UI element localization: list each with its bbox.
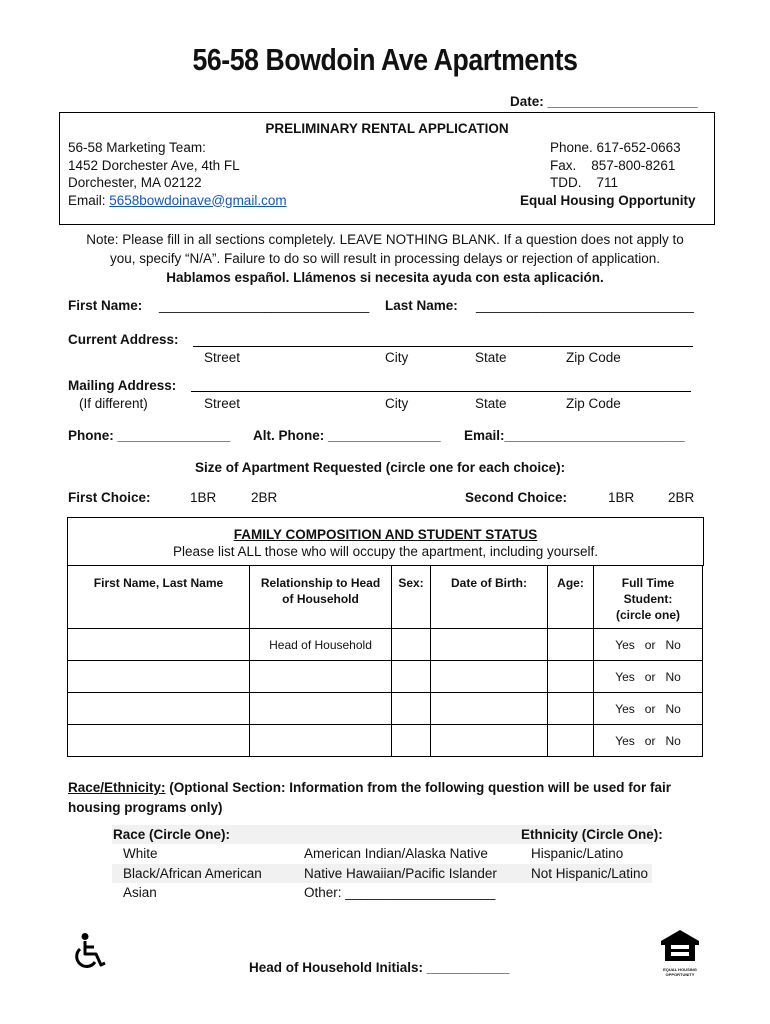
dob-cell[interactable] (431, 693, 548, 725)
if-different-label: (If different) (79, 396, 148, 411)
first-choice-2br[interactable]: 2BR (251, 490, 278, 505)
age-cell[interactable] (548, 725, 594, 757)
race-option-asian[interactable]: Asian (123, 885, 157, 900)
table-row (68, 725, 703, 757)
sex-cell[interactable] (392, 725, 431, 757)
second-choice-1br[interactable]: 1BR (608, 490, 635, 505)
dob-cell[interactable] (431, 629, 548, 661)
contact-address: 1452 Dorchester Ave, 4th FL (68, 157, 240, 173)
current-address-field[interactable] (193, 346, 693, 347)
second-choice-label: Second Choice: (465, 490, 568, 505)
wheelchair-accessible-icon (72, 932, 108, 972)
age-cell[interactable] (548, 661, 594, 693)
table-header-row (68, 566, 703, 629)
note-line-1: Note: Please fill in all sections completely. LEAVE NOTHING BLANK. If a question does not apply to (86, 232, 684, 247)
page-title: 56-58 Bowdoin Ave Apartments (192, 42, 578, 77)
last-name-field[interactable]: _____________________________ (476, 298, 694, 313)
race-heading (68, 778, 708, 818)
phone-block (520, 139, 696, 209)
col-sex: Sex: (392, 566, 431, 629)
initials-field[interactable]: Head of Household Initials: ___________ (249, 960, 510, 975)
table-row (68, 693, 703, 725)
col-dob: Date of Birth: (431, 566, 548, 629)
equal-housing-logo-icon (658, 928, 702, 977)
race-option-white[interactable]: White (123, 846, 158, 861)
student-cell[interactable]: Yes or No (594, 693, 703, 725)
last-name-label: Last Name: (385, 298, 458, 313)
current-street-label: Street (204, 350, 241, 365)
first-choice-1br[interactable]: 1BR (190, 490, 217, 505)
relationship-cell: Head of Household (250, 629, 392, 661)
table-row (68, 661, 703, 693)
first-choice-label: First Choice: (68, 490, 151, 505)
col-relationship: Relationship to Head of Household (250, 566, 392, 629)
mailing-address-field[interactable] (191, 391, 691, 392)
family-title: FAMILY COMPOSITION AND STUDENT STATUS (233, 527, 538, 542)
phone-field[interactable]: Phone: _______________ (68, 428, 231, 443)
relationship-cell[interactable] (250, 693, 392, 725)
tdd-number: TDD. 711 (550, 175, 619, 190)
current-zip-label: Zip Code (566, 350, 621, 365)
age-cell[interactable] (548, 629, 594, 661)
equal-housing-logo-text: EQUAL HOUSING OPPORTUNITY (663, 967, 697, 977)
note (40, 230, 730, 287)
sex-cell[interactable] (392, 661, 431, 693)
student-cell[interactable]: Yes or No (594, 661, 703, 693)
sex-cell[interactable] (392, 629, 431, 661)
family-subtitle: Please list ALL those who will occupy the apartment, including yourself. (173, 544, 598, 559)
sex-cell[interactable] (392, 693, 431, 725)
ethnicity-label: Ethnicity (Circle One): (521, 827, 663, 842)
mailing-zip-label: Zip Code (566, 396, 621, 411)
email-field[interactable]: Email:________________________ (464, 428, 685, 443)
mailing-city-label: City (385, 396, 409, 411)
name-cell[interactable] (68, 661, 250, 693)
dob-cell[interactable] (431, 725, 548, 757)
student-cell[interactable]: Yes or No (594, 629, 703, 661)
alt-phone-field[interactable]: Alt. Phone: _______________ (253, 428, 441, 443)
race-heading-text: (Optional Section: Information from the following question will be used for fair (165, 780, 672, 795)
email-label: Email: (68, 192, 110, 208)
equal-housing-text: Equal Housing Opportunity (520, 192, 696, 208)
race-heading-label: Race/Ethnicity: (68, 780, 166, 795)
current-address-label: Current Address: (68, 332, 179, 347)
col-student: Full Time Student: (circle one) (594, 566, 703, 629)
mailing-state-label: State (475, 396, 507, 411)
age-cell[interactable] (548, 693, 594, 725)
contact-city: Dorchester, MA 02122 (68, 175, 202, 190)
phone-number: Phone. 617-652-0663 (550, 140, 681, 155)
first-name-label: First Name: (68, 298, 143, 313)
current-city-label: City (385, 350, 409, 365)
ethnicity-option-not-hispanic[interactable]: Not Hispanic/Latino (531, 866, 649, 881)
race-option-native-hawaiian[interactable]: Native Hawaiian/Pacific Islander (304, 866, 497, 881)
dob-cell[interactable] (431, 661, 548, 693)
name-cell[interactable] (68, 725, 250, 757)
student-cell[interactable]: Yes or No (594, 725, 703, 757)
name-cell[interactable] (68, 693, 250, 725)
contact-block (68, 139, 287, 209)
race-heading-line2: housing programs only) (68, 800, 223, 815)
col-age: Age: (548, 566, 594, 629)
first-name-field[interactable]: ____________________________ (159, 298, 370, 313)
table-row (68, 629, 703, 661)
application-heading: PRELIMINARY RENTAL APPLICATION (265, 121, 509, 136)
size-heading: Size of Apartment Requested (circle one for each choice): (195, 460, 566, 475)
col-name: First Name, Last Name (68, 566, 250, 629)
email-link[interactable]: 5658bowdoinave@gmail.com (109, 192, 287, 208)
family-table (67, 565, 703, 757)
second-choice-2br[interactable]: 2BR (668, 490, 695, 505)
ethnicity-option-hispanic[interactable]: Hispanic/Latino (531, 846, 624, 861)
note-spanish: Hablamos español. Llámenos si necesita ayuda con esta aplicación. (166, 270, 604, 285)
current-state-label: State (475, 350, 507, 365)
name-cell[interactable] (68, 629, 250, 661)
race-label: Race (Circle One): (113, 827, 231, 842)
relationship-cell[interactable] (250, 725, 392, 757)
date-field[interactable]: Date: ____________________ (510, 94, 698, 109)
contact-team: 56-58 Marketing Team: (68, 140, 206, 155)
relationship-cell[interactable] (250, 661, 392, 693)
mailing-street-label: Street (204, 396, 241, 411)
race-option-other[interactable]: Other: ____________________ (304, 885, 496, 900)
fax-number: Fax. 857-800-8261 (550, 157, 676, 173)
mailing-address-label: Mailing Address: (68, 378, 177, 393)
race-option-american-indian[interactable]: American Indian/Alaska Native (304, 846, 488, 861)
race-option-black[interactable]: Black/African American (123, 866, 262, 881)
note-line-2: you, specify “N/A”. Failure to do so will result in processing delays or rejection of application. (110, 251, 660, 266)
contact-email-row (68, 192, 287, 210)
